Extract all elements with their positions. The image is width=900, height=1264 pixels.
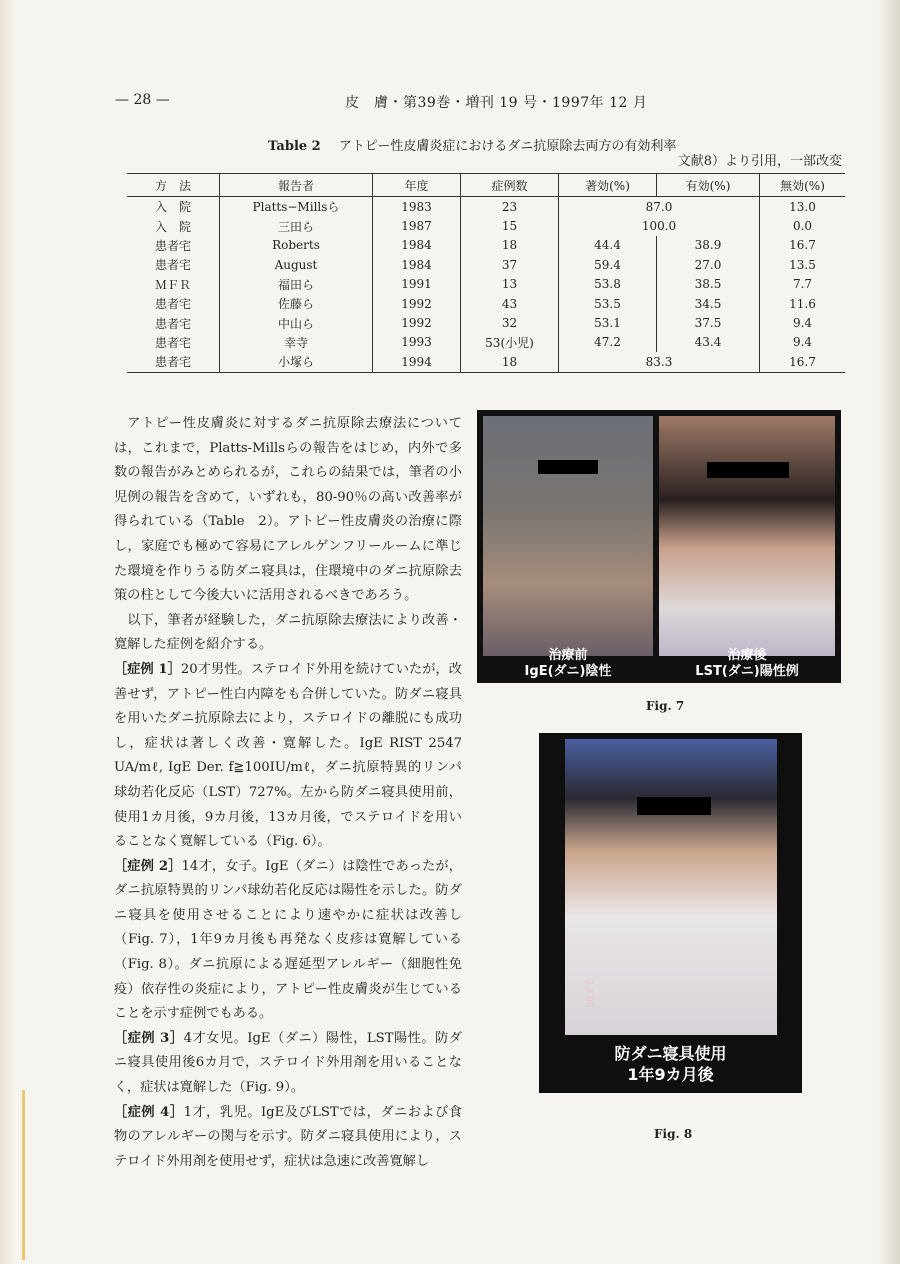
case-2-text: 14才，女子。IgE（ダニ）は陰性であったが，ダニ抗原特異的リンパ球幼若化反応は陽性を示した。防ダニ寝具を使用させることにより速やかに症状は改善し（Fig. 7），1年9カ月後も再発なく皮疹は寛解している（Fig. 8）。ダニ抗原による遅延型アレルギー（細胞性免疫）依存性の炎症により，アトピー性皮膚炎が生じていることを示す症例でもある。 [114,858,462,1022]
eye-bar [538,460,598,474]
fig7-after-caption [659,648,835,680]
fig7-before-caption [483,648,653,680]
cell-year: 1992 [373,294,461,313]
cell-year: 1984 [373,236,461,255]
case-3 [114,1027,462,1101]
photo-date-stamp: 2 3 95 [583,979,593,1008]
fig7-photo-panel [477,410,841,683]
paragraph-intro: アトピー性皮膚炎に対するダニ抗原除去療法については，これまで，Platts-Millsらの報告をはじめ，内外で多数の報告がみとめられるが，これらの結果では，筆者の小児例の報告を含めて，いずれも，80-90％の高い改善率が得られている（Table 2）。アトピー性皮膚炎の治療に際し，家庭でも極めて容易にアレルゲンフリールームに準じた環境を作りうる防ダニ寝具は，住環境中のダニ抗原除去策の柱として今後大いに活用されるべきであろう。 [114,416,462,604]
table-row [127,352,845,372]
cell-year: 1994 [373,352,461,372]
fig7-after-photo [659,416,835,656]
efficacy-table [127,173,845,373]
cell-invalid: 16.7 [760,352,846,372]
table-caption [268,135,676,154]
fig8-label: Fig. 8 [654,1127,693,1141]
cell-method: 患者宅 [154,335,191,350]
case-1-label: ［症例 1］ [114,661,181,677]
fig7-label: Fig. 7 [646,699,685,713]
col-cases: 症例数 [461,174,559,197]
cell-method: 患者宅 [154,258,191,273]
fig8-photo-panel [539,733,802,1093]
cell-marked: 53.1 [559,313,657,332]
binding-mark [22,1090,25,1260]
table-row [127,236,845,255]
table-row [127,275,845,294]
cell-cases: 23 [461,197,559,217]
case-2 [114,855,462,1027]
cell-combined: 100.0 [559,216,760,235]
case-3-text: 4才女児。IgE（ダニ）陽性，LST陽性。防ダニ寝具使用後6カ月で，ステロイド外用剤を用いることなく，症状は寛解した（Fig. 9）。 [114,1030,462,1096]
cell-invalid: 9.4 [760,313,846,332]
cell-method: 入 院 [154,200,191,215]
cell-cases: 53(小児) [461,333,559,352]
col-invalid: 無効(%) [760,174,846,197]
cell-reporter: 中山ら [220,313,373,332]
cell-effective: 27.0 [657,255,760,274]
case-1-text: 20才男性。ステロイド外用を続けていたが，改善せず，アトピー性白内障をも合併していた。防ダニ寝具を用いたダニ抗原除去により，ステロイドの離脱にも成功し，症状は著しく改善・寛解した。IgE RIST 2547 UA/mℓ, IgE Der. f≧100IU/mℓ，ダニ抗原特異的リンパ球幼若化反応（LST）727%。左から防ダニ寝具使用前，使用1カ月後，9カ月後，13カ月後，でステロイドを用いることなく寛解している（Fig. 6）。 [114,661,462,850]
case-1 [114,658,462,855]
eye-bar [707,462,789,478]
col-method: 方 法 [127,174,220,197]
table-title: アトピー性皮膚炎症におけるダニ抗原除去両方の有効利率 [338,139,677,154]
cell-cases: 18 [461,236,559,255]
case-2-label: ［症例 2］ [114,858,182,874]
cell-invalid: 13.0 [760,197,846,217]
fig7-before-photo [483,416,653,656]
cell-method: ＭＦＲ [154,277,191,292]
cell-method: 患者宅 [154,238,191,253]
table-source: 文献8）より引用，一部改変 [677,154,842,169]
cell-marked: 59.4 [559,255,657,274]
table-row [127,255,845,274]
cell-combined: 83.3 [559,352,760,372]
fig8-photo [565,739,777,1035]
page-left-edge [0,0,16,1264]
cell-year: 1991 [373,275,461,294]
cell-year: 1993 [373,333,461,352]
cell-method: 患者宅 [154,297,191,312]
paragraph-cases-intro: 以下，筆者が経験した，ダニ抗原除去療法により改善・寛解した症例を紹介する。 [114,612,462,653]
cell-invalid: 7.7 [760,275,846,294]
cell-invalid: 11.6 [760,294,846,313]
fig7-after-caption-line2: LST(ダニ)陽性例 [695,664,799,679]
cell-cases: 37 [461,255,559,274]
cell-effective: 37.5 [657,313,760,332]
case-3-label: ［症例 3］ [114,1030,184,1046]
cell-effective: 38.9 [657,236,760,255]
cell-cases: 18 [461,352,559,372]
col-year: 年度 [373,174,461,197]
case-4-label: ［症例 4］ [114,1104,184,1120]
cell-reporter: 福田ら [220,275,373,294]
table-row [127,294,845,313]
cell-marked: 53.5 [559,294,657,313]
cell-method: 入 院 [154,219,191,234]
cell-reporter: 小塚ら [220,352,373,372]
cell-method: 患者宅 [154,355,191,370]
cell-invalid: 16.7 [760,236,846,255]
page-number: — 28 — [115,92,170,108]
fig7-after-caption-line1: 治療後 [727,648,767,663]
cell-effective: 34.5 [657,294,760,313]
fig8-caption [539,1043,802,1085]
case-4-text: 1才，乳児。IgE及びLSTでは，ダニおよび食物のアレルギーの関与を示す。防ダニ寝具使用により，ステロイド外用剤を使用せず，症状は急速に改善寛解し [114,1104,462,1169]
cell-cases: 15 [461,216,559,235]
cell-marked: 47.2 [559,333,657,352]
table-row [127,313,845,332]
case-4 [114,1101,462,1175]
cell-effective: 43.4 [657,333,760,352]
cell-reporter: August [220,255,373,274]
cell-cases: 32 [461,313,559,332]
cell-combined: 87.0 [559,197,760,217]
page-right-edge [878,0,900,1264]
cell-year: 1984 [373,255,461,274]
table-header-row [127,174,845,197]
cell-year: 1983 [373,197,461,217]
cell-cases: 43 [461,294,559,313]
eye-bar [637,797,711,815]
cell-reporter: Roberts [220,236,373,255]
table-label: Table 2 [268,139,321,154]
cell-reporter: 佐藤ら [220,294,373,313]
cell-year: 1987 [373,216,461,235]
fig7-before-caption-line2: IgE(ダニ)陰性 [524,664,612,679]
cell-effective: 38.5 [657,275,760,294]
col-reporter: 報告者 [220,174,373,197]
table-row [127,216,845,235]
body-text-column [114,412,462,1174]
cell-reporter: Platts−Millsら [220,197,373,217]
cell-invalid: 9.4 [760,333,846,352]
cell-reporter: 三田ら [220,216,373,235]
fig8-caption-line1: 防ダニ寝具使用 [614,1044,727,1063]
cell-marked: 44.4 [559,236,657,255]
cell-reporter: 幸寺 [220,333,373,352]
cell-invalid: 0.0 [760,216,846,235]
fig8-caption-line2: 1年9カ月後 [627,1065,714,1084]
table-row [127,333,845,352]
cell-marked: 53.8 [559,275,657,294]
table-row [127,197,845,217]
cell-cases: 13 [461,275,559,294]
fig7-before-caption-line1: 治療前 [548,648,588,663]
cell-invalid: 13.5 [760,255,846,274]
col-marked: 著効(%) [559,174,657,197]
cell-year: 1992 [373,313,461,332]
journal-header: 皮 膚・第39巻・増刊 19 号・1997年 12 月 [345,95,648,111]
cell-method: 患者宅 [154,316,191,331]
col-effective: 有効(%) [657,174,760,197]
